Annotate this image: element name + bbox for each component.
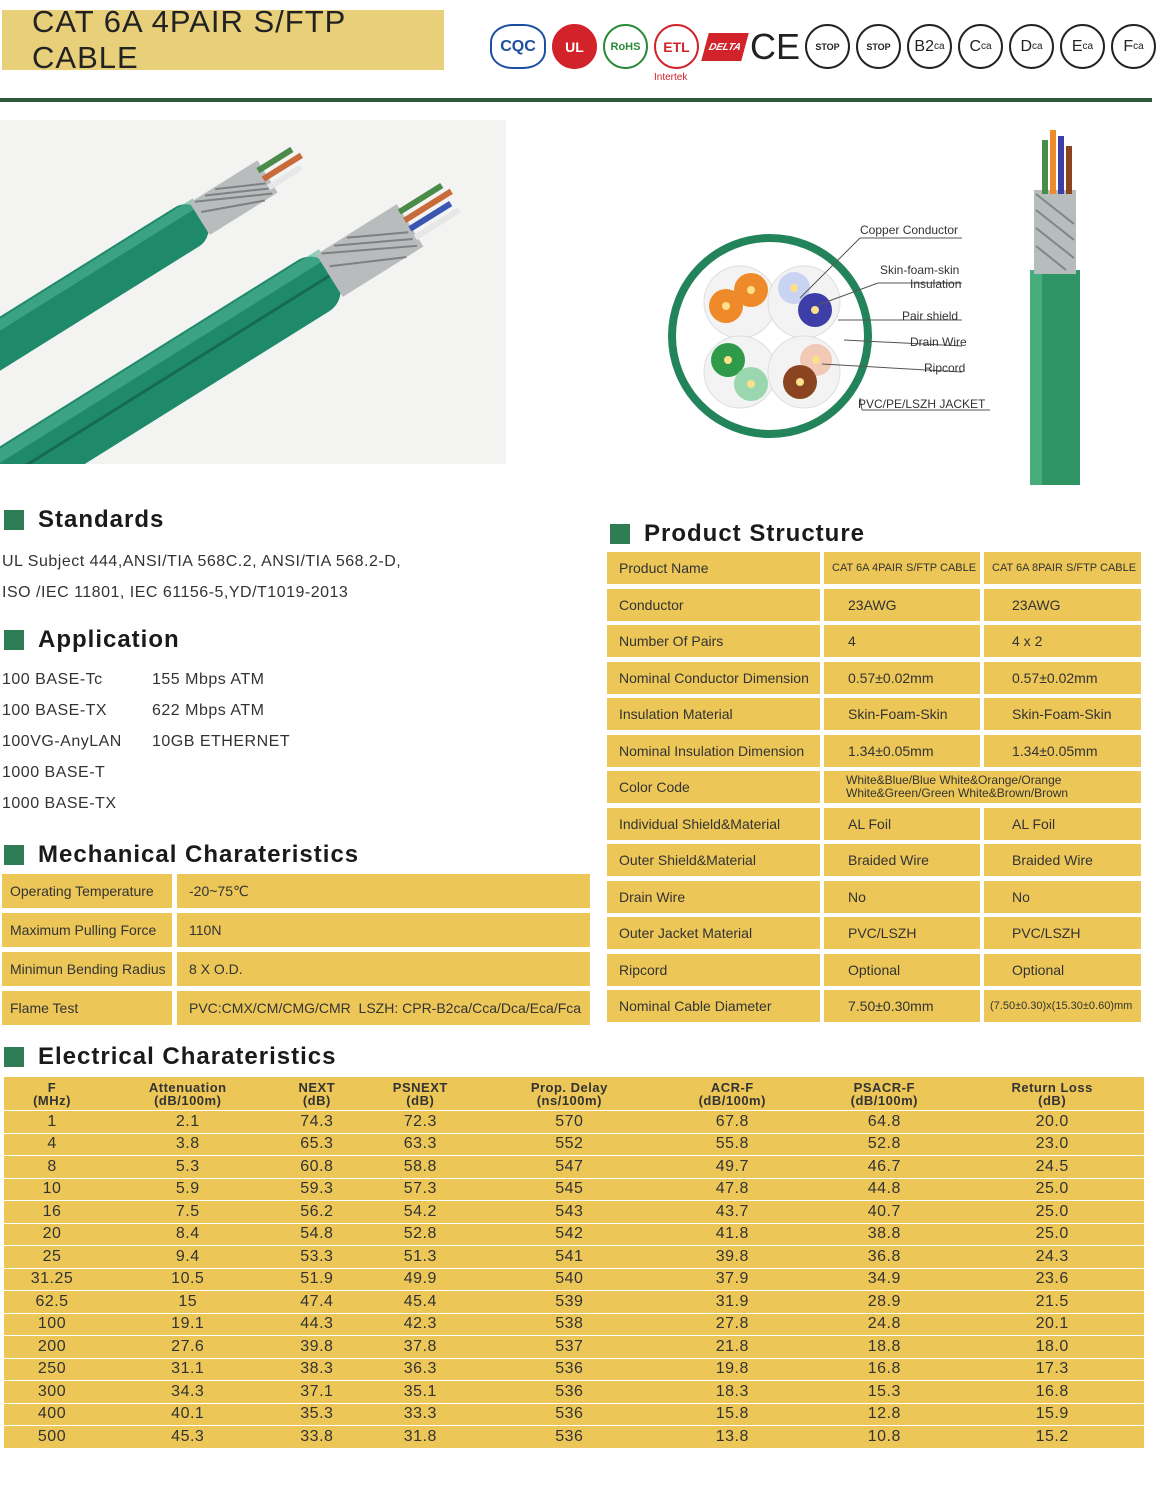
table-cell: 56.2 [275, 1201, 358, 1224]
table-cell: 24.8 [808, 1313, 960, 1336]
table-cell: 570 [482, 1111, 656, 1134]
table-row: Flame Test PVC:CMX/CM/CMG/CMR LSZH: CPR-B2ca/Cca/Dca/Eca/Fca [2, 991, 590, 1025]
table-cell: 536 [482, 1381, 656, 1404]
table-cell: 23.0 [960, 1133, 1144, 1156]
table-cell: 52.8 [808, 1133, 960, 1156]
list-item: 1000 BASE-TX [2, 795, 117, 812]
column-header: F (MHz) [4, 1077, 100, 1111]
table-cell: 35.1 [358, 1381, 482, 1404]
column-header: NEXT (dB) [275, 1077, 358, 1111]
table-cell: 16 [4, 1201, 100, 1224]
table-cell: 2.1 [100, 1111, 275, 1134]
table-cell: 38.3 [275, 1358, 358, 1381]
cca-icon: C ca [958, 24, 1003, 69]
product-structure-table [607, 552, 1141, 1027]
eca-icon: E ca [1060, 24, 1105, 69]
electrical-table [4, 1077, 1144, 1448]
column-header: PSACR-F (dB/100m) [808, 1077, 960, 1111]
table-cell: 8 [4, 1156, 100, 1179]
label-ripcord: Ripcord [924, 361, 966, 375]
table-cell: 34.3 [100, 1381, 275, 1404]
table-cell: 5.3 [100, 1156, 275, 1179]
table-row [4, 1358, 1144, 1381]
table-row: Number Of Pairs 4 4 x 2 [607, 625, 1141, 657]
mechanical-heading: Mechanical Charateristics [4, 841, 359, 869]
table-row [4, 1178, 1144, 1201]
section-marker-icon [4, 510, 24, 530]
cable-photo [0, 120, 506, 464]
table-header-row: Product Name CAT 6A 4PAIR S/FTP CABLE CAT 6A 8PAIR S/FTP CABLE [607, 552, 1141, 584]
table-cell: 13.8 [656, 1426, 808, 1449]
table-row: Minimun Bending Radius 8 X O.D. [2, 952, 590, 986]
table-cell: 24.5 [960, 1156, 1144, 1179]
cable-cross-section-diagram [560, 110, 1150, 490]
standards-heading: Standards [4, 506, 164, 534]
table-cell: 4 [4, 1133, 100, 1156]
table-cell: 25.0 [960, 1223, 1144, 1246]
delta-icon: DELTA [701, 33, 749, 61]
table-row: Conductor 23AWG 23AWG [607, 589, 1141, 621]
list-item [152, 757, 352, 788]
table-cell: 40.7 [808, 1201, 960, 1224]
table-cell: 27.8 [656, 1313, 808, 1336]
table-cell: 7.5 [100, 1201, 275, 1224]
table-row [4, 1268, 1144, 1291]
label-pair-shield: Pair shield [902, 309, 959, 323]
table-row [4, 1156, 1144, 1179]
table-cell: 15.9 [960, 1403, 1144, 1426]
table-cell: 54.2 [358, 1201, 482, 1224]
application-heading: Application [4, 626, 180, 654]
label-insulation: Skin-foam-skin [880, 263, 960, 277]
table-cell: 31.1 [100, 1358, 275, 1381]
table-row: Outer Shield&Material Braided Wire Braided Wire [607, 844, 1141, 876]
table-row: Insulation Material Skin-Foam-Skin Skin-Foam-Skin [607, 698, 1141, 730]
table-cell: 536 [482, 1426, 656, 1449]
table-row [4, 1381, 1144, 1404]
table-cell: 36.3 [358, 1358, 482, 1381]
application-list [2, 664, 352, 819]
table-cell: 44.8 [808, 1178, 960, 1201]
table-cell: 536 [482, 1403, 656, 1426]
table-header-row [4, 1077, 1144, 1111]
table-cell: 537 [482, 1336, 656, 1359]
mechanical-table [2, 874, 590, 1030]
table-row [4, 1426, 1144, 1449]
table-cell: 15.8 [656, 1403, 808, 1426]
table-cell: 34.9 [808, 1268, 960, 1291]
table-cell: 538 [482, 1313, 656, 1336]
table-cell: 31.8 [358, 1426, 482, 1449]
header-divider [0, 98, 1152, 102]
table-cell: 35.3 [275, 1403, 358, 1426]
list-item: 155 Mbps ATM [152, 671, 265, 688]
table-cell: 23.6 [960, 1268, 1144, 1291]
table-cell: 37.8 [358, 1336, 482, 1359]
table-cell: 67.8 [656, 1111, 808, 1134]
table-cell: 62.5 [4, 1291, 100, 1314]
table-cell: 60.8 [275, 1156, 358, 1179]
table-cell: 21.8 [656, 1336, 808, 1359]
etl-icon: ETL Intertek [654, 24, 699, 69]
table-cell: 63.3 [358, 1133, 482, 1156]
table-row [4, 1111, 1144, 1134]
table-cell: 49.9 [358, 1268, 482, 1291]
table-cell: 28.9 [808, 1291, 960, 1314]
table-row [4, 1291, 1144, 1314]
table-cell: 543 [482, 1201, 656, 1224]
certification-logos [490, 24, 1156, 83]
table-cell: 39.8 [656, 1246, 808, 1269]
table-cell: 31.9 [656, 1291, 808, 1314]
list-item: 10GB ETHERNET [152, 733, 291, 750]
label-drain-wire: Drain Wire [910, 335, 967, 349]
table-row [4, 1246, 1144, 1269]
table-cell: 15.3 [808, 1381, 960, 1404]
table-cell: 18.0 [960, 1336, 1144, 1359]
table-row [4, 1336, 1144, 1359]
table-body [4, 1111, 1144, 1449]
b2ca-icon: B2 ca [907, 24, 952, 69]
table-cell: 17.3 [960, 1358, 1144, 1381]
table-cell: 3.8 [100, 1133, 275, 1156]
table-cell: 74.3 [275, 1111, 358, 1134]
table-cell: 19.1 [100, 1313, 275, 1336]
table-cell: 547 [482, 1156, 656, 1179]
table-cell: 9.4 [100, 1246, 275, 1269]
table-cell: 40.1 [100, 1403, 275, 1426]
table-cell: 10.8 [808, 1426, 960, 1449]
table-cell: 19.8 [656, 1358, 808, 1381]
table-cell: 21.5 [960, 1291, 1144, 1314]
table-cell: 250 [4, 1358, 100, 1381]
table-cell: 18.8 [808, 1336, 960, 1359]
table-cell: 47.4 [275, 1291, 358, 1314]
table-cell: 5.9 [100, 1178, 275, 1201]
section-marker-icon [4, 630, 24, 650]
cqc-icon: CQC [490, 24, 546, 69]
table-cell: 36.8 [808, 1246, 960, 1269]
rohs-icon: RoHS [603, 24, 648, 69]
table-cell: 25.0 [960, 1178, 1144, 1201]
fca-icon: F ca [1111, 24, 1156, 69]
column-header: Prop. Delay (ns/100m) [482, 1077, 656, 1111]
table-cell: 44.3 [275, 1313, 358, 1336]
column-header: ACR-F (dB/100m) [656, 1077, 808, 1111]
table-cell: 540 [482, 1268, 656, 1291]
table-cell: 15.2 [960, 1426, 1144, 1449]
table-row [4, 1403, 1144, 1426]
table-row: Ripcord Optional Optional [607, 954, 1141, 986]
table-cell: 52.8 [358, 1223, 482, 1246]
table-cell: 400 [4, 1403, 100, 1426]
table-row: Nominal Insulation Dimension 1.34±0.05mm 1.34±0.05mm [607, 735, 1141, 767]
standards-text: UL Subject 444,ANSI/TIA 568C.2, ANSI/TIA 568.2-D, ISO /IEC 11801, IEC 61156-5,YD/T1019-2013 [2, 553, 402, 601]
list-item: 1000 BASE-T [2, 764, 106, 781]
table-row: Nominal Cable Diameter 7.50±0.30mm (7.50±0.30)x(15.30±0.60)mm [607, 990, 1141, 1022]
table-cell: 542 [482, 1223, 656, 1246]
ul-icon: UL [552, 24, 597, 69]
table-cell: 8.4 [100, 1223, 275, 1246]
table-cell: 58.8 [358, 1156, 482, 1179]
table-cell: 25 [4, 1246, 100, 1269]
section-marker-icon [610, 524, 630, 544]
list-item: 622 Mbps ATM [152, 702, 265, 719]
table-cell: 37.9 [656, 1268, 808, 1291]
table-cell: 54.8 [275, 1223, 358, 1246]
table-row [4, 1201, 1144, 1224]
label-insulation-2: Insulation [910, 277, 962, 291]
table-cell: 51.3 [358, 1246, 482, 1269]
table-cell: 10.5 [100, 1268, 275, 1291]
table-cell: 55.8 [656, 1133, 808, 1156]
section-marker-icon [4, 845, 24, 865]
table-cell: 53.3 [275, 1246, 358, 1269]
table-cell: 20 [4, 1223, 100, 1246]
table-cell: 24.3 [960, 1246, 1144, 1269]
table-cell: 100 [4, 1313, 100, 1336]
table-cell: 539 [482, 1291, 656, 1314]
table-cell: 541 [482, 1246, 656, 1269]
stop-icon: STOP [805, 24, 850, 69]
table-cell: 64.8 [808, 1111, 960, 1134]
list-item [152, 788, 352, 819]
table-cell: 552 [482, 1133, 656, 1156]
table-row: Individual Shield&Material AL Foil AL Foil [607, 808, 1141, 840]
flame-stop-icon: STOP [856, 24, 901, 69]
table-cell: 47.8 [656, 1178, 808, 1201]
table-cell: 500 [4, 1426, 100, 1449]
table-row: Color Code White&Blue/Blue White&Orange/Orange White&Green/Green White&Brown/Brown [607, 771, 1141, 803]
table-cell: 49.7 [656, 1156, 808, 1179]
table-cell: 43.7 [656, 1201, 808, 1224]
table-row: Drain Wire No No [607, 881, 1141, 913]
product-structure-heading: Product Structure [610, 520, 865, 548]
table-cell: 65.3 [275, 1133, 358, 1156]
list-item: 100VG-AnyLAN [2, 733, 122, 750]
electrical-heading: Electrical Charateristics [4, 1043, 336, 1071]
table-cell: 42.3 [358, 1313, 482, 1336]
dca-icon: D ca [1009, 24, 1054, 69]
table-cell: 27.6 [100, 1336, 275, 1359]
table-cell: 16.8 [808, 1358, 960, 1381]
table-cell: 41.8 [656, 1223, 808, 1246]
table-cell: 536 [482, 1358, 656, 1381]
table-cell: 1 [4, 1111, 100, 1134]
table-cell: 37.1 [275, 1381, 358, 1404]
table-cell: 46.7 [808, 1156, 960, 1179]
list-item: 100 BASE-Tc [2, 671, 103, 688]
section-marker-icon [4, 1047, 24, 1067]
table-cell: 45.4 [358, 1291, 482, 1314]
table-row [4, 1313, 1144, 1336]
page-title-banner [2, 4, 444, 75]
table-row [4, 1223, 1144, 1246]
page-title: CAT 6A 4PAIR S/FTP CABLE [32, 4, 346, 75]
table-cell: 51.9 [275, 1268, 358, 1291]
table-cell: 16.8 [960, 1381, 1144, 1404]
table-row: Maximum Pulling Force 110N [2, 913, 590, 947]
table-cell: 33.3 [358, 1403, 482, 1426]
color-code-value: White&Blue/Blue White&Orange/Orange White&Green/Green White&Brown/Brown [824, 771, 1141, 803]
table-cell: 45.3 [100, 1426, 275, 1449]
table-cell: 33.8 [275, 1426, 358, 1449]
table-cell: 200 [4, 1336, 100, 1359]
table-cell: 25.0 [960, 1201, 1144, 1224]
column-header: PSNEXT (dB) [358, 1077, 482, 1111]
label-copper-conductor: Copper Conductor [860, 223, 959, 237]
table-row [4, 1133, 1144, 1156]
table-row: Nominal Conductor Dimension 0.57±0.02mm 0.57±0.02mm [607, 662, 1141, 694]
table-cell: 545 [482, 1178, 656, 1201]
table-cell: 12.8 [808, 1403, 960, 1426]
table-row: Operating Temperature -20~75℃ [2, 874, 590, 908]
table-cell: 39.8 [275, 1336, 358, 1359]
table-cell: 38.8 [808, 1223, 960, 1246]
table-cell: 20.0 [960, 1111, 1144, 1134]
column-header: Attenuation (dB/100m) [100, 1077, 275, 1111]
table-cell: 57.3 [358, 1178, 482, 1201]
column-header: Return Loss (dB) [960, 1077, 1144, 1111]
table-cell: 72.3 [358, 1111, 482, 1134]
table-cell: 18.3 [656, 1381, 808, 1404]
table-cell: 59.3 [275, 1178, 358, 1201]
list-item: 100 BASE-TX [2, 702, 108, 719]
table-row: Outer Jacket Material PVC/LSZH PVC/LSZH [607, 917, 1141, 949]
ce-icon: CE [751, 24, 799, 69]
table-cell: 10 [4, 1178, 100, 1201]
label-jacket: PVC/PE/LSZH JACKET [858, 397, 986, 411]
table-cell: 15 [100, 1291, 275, 1314]
table-cell: 31.25 [4, 1268, 100, 1291]
table-cell: 20.1 [960, 1313, 1144, 1336]
table-cell: 300 [4, 1381, 100, 1404]
